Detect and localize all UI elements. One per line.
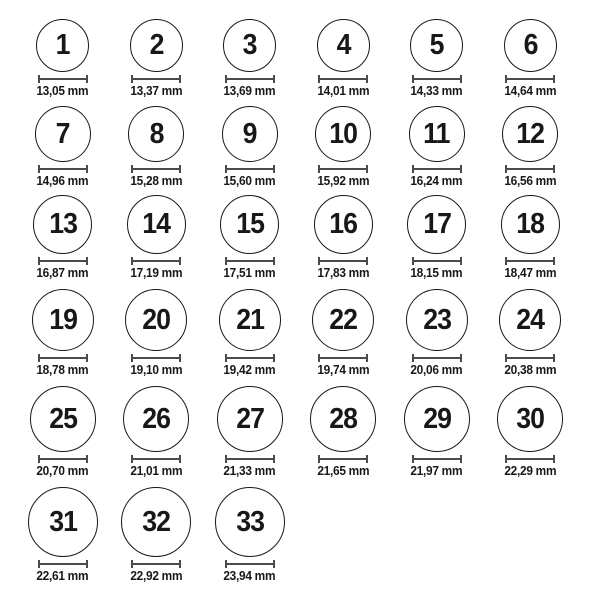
chart-row-1: [16, 19, 577, 98]
diameter-label: 22,92 mm: [130, 569, 183, 583]
ring-size-number: 26: [142, 402, 171, 435]
diameter-label: 13,69 mm: [223, 84, 276, 98]
ring-size-circle: [217, 386, 283, 452]
diameter-label: 19,10 mm: [130, 363, 183, 377]
diameter-measure-icon: [505, 257, 555, 265]
ring-size-circle: [497, 386, 563, 452]
ring-size-circle: [28, 487, 98, 557]
ring-size-item: [310, 386, 376, 478]
ring-size-item: [35, 19, 90, 98]
ring-size-circle: [317, 19, 370, 72]
diameter-measure-icon: [412, 257, 462, 265]
diameter-label: 19,42 mm: [223, 363, 276, 377]
diameter-measure-icon: [505, 354, 555, 362]
diameter-measure-icon: [225, 165, 275, 173]
ring-size-circle: [502, 106, 558, 162]
ring-size-number: 13: [48, 208, 77, 240]
ring-size-number: 21: [235, 303, 264, 336]
diameter-label: 13,37 mm: [130, 84, 183, 98]
diameter-measure-icon: [131, 354, 181, 362]
ring-size-circle: [127, 195, 186, 254]
diameter-label: 18,78 mm: [36, 363, 89, 377]
ring-size-circle: [128, 106, 184, 162]
ring-size-circle: [310, 386, 376, 452]
ring-size-item: [123, 386, 189, 478]
diameter-label: 18,15 mm: [410, 266, 463, 280]
ring-size-circle: [315, 106, 371, 162]
ring-size-circle: [30, 386, 96, 452]
diameter-label: 17,19 mm: [130, 266, 183, 280]
diameter-measure-icon: [38, 165, 88, 173]
diameter-label: 21,01 mm: [130, 464, 183, 478]
ring-size-number: 28: [329, 402, 358, 435]
ring-size-number: 27: [235, 402, 264, 435]
diameter-measure-icon: [412, 165, 462, 173]
diameter-measure-icon: [318, 257, 368, 265]
diameter-measure-icon: [505, 165, 555, 173]
diameter-label: 14,96 mm: [36, 174, 89, 188]
ring-size-circle: [33, 195, 92, 254]
ring-size-circle: [35, 106, 91, 162]
ring-size-item: [35, 106, 91, 188]
ring-size-number: 3: [242, 29, 257, 61]
diameter-measure-icon: [38, 560, 88, 568]
ring-size-circle: [314, 195, 373, 254]
ring-size-item: [30, 386, 96, 478]
ring-size-item: [314, 195, 373, 280]
ring-size-item: [215, 487, 285, 583]
ring-size-number: 10: [329, 117, 358, 150]
ring-size-item: [125, 289, 187, 377]
ring-size-number: 22: [329, 303, 358, 336]
ring-size-item: [127, 195, 186, 280]
ring-size-circle: [220, 195, 279, 254]
diameter-measure-icon: [318, 354, 368, 362]
ring-size-number: 12: [516, 117, 545, 150]
ring-size-number: 8: [149, 117, 164, 150]
ring-size-number: 7: [55, 117, 70, 150]
ring-size-item: [222, 106, 278, 188]
diameter-measure-icon: [412, 354, 462, 362]
ring-size-number: 6: [523, 29, 538, 61]
ring-size-circle: [36, 19, 89, 72]
diameter-measure-icon: [225, 354, 275, 362]
ring-size-circle: [130, 19, 183, 72]
ring-size-number: 33: [235, 505, 264, 538]
ring-size-item: [33, 195, 92, 280]
ring-size-item: [219, 289, 281, 377]
chart-row-5: [16, 386, 577, 478]
diameter-label: 16,24 mm: [410, 174, 463, 188]
diameter-label: 16,56 mm: [504, 174, 557, 188]
ring-size-number: 9: [242, 117, 257, 150]
ring-size-number: 30: [516, 402, 545, 435]
ring-size-number: 31: [48, 505, 77, 538]
ring-size-number: 5: [429, 29, 444, 61]
ring-size-circle: [223, 19, 276, 72]
ring-size-item: [407, 195, 466, 280]
diameter-measure-icon: [318, 75, 368, 83]
ring-size-number: 14: [142, 208, 171, 240]
diameter-label: 16,87 mm: [36, 266, 89, 280]
ring-size-item: [28, 487, 98, 583]
ring-size-number: 24: [516, 303, 545, 336]
ring-size-number: 29: [422, 402, 451, 435]
diameter-label: 14,64 mm: [504, 84, 557, 98]
ring-size-circle: [123, 386, 189, 452]
diameter-measure-icon: [38, 75, 88, 83]
diameter-label: 20,06 mm: [410, 363, 463, 377]
ring-size-item: [129, 19, 184, 98]
chart-row-3: [16, 195, 577, 280]
diameter-measure-icon: [412, 75, 462, 83]
ring-size-item: [499, 289, 561, 377]
ring-size-item: [409, 106, 465, 188]
chart-row-6: [16, 487, 577, 583]
diameter-label: 22,29 mm: [504, 464, 557, 478]
diameter-measure-icon: [318, 165, 368, 173]
diameter-measure-icon: [38, 455, 88, 463]
ring-size-number: 25: [48, 402, 77, 435]
ring-size-item: [406, 289, 468, 377]
diameter-label: 21,65 mm: [317, 464, 370, 478]
ring-size-circle: [404, 386, 470, 452]
ring-size-circle: [219, 289, 281, 351]
ring-size-item: [121, 487, 191, 583]
diameter-measure-icon: [318, 455, 368, 463]
ring-size-number: 2: [149, 29, 164, 61]
ring-size-circle: [32, 289, 94, 351]
ring-size-circle: [312, 289, 374, 351]
diameter-label: 17,51 mm: [223, 266, 276, 280]
diameter-label: 14,01 mm: [317, 84, 370, 98]
diameter-label: 15,92 mm: [317, 174, 370, 188]
ring-size-item: [217, 386, 283, 478]
diameter-measure-icon: [225, 75, 275, 83]
ring-size-circle: [504, 19, 557, 72]
diameter-measure-icon: [225, 455, 275, 463]
ring-size-circle: [501, 195, 560, 254]
ring-size-item: [32, 289, 94, 377]
ring-size-number: 11: [423, 117, 450, 150]
ring-size-circle: [121, 487, 191, 557]
ring-size-item: [404, 386, 470, 478]
ring-size-item: [220, 195, 279, 280]
diameter-measure-icon: [38, 354, 88, 362]
ring-size-item: [501, 195, 560, 280]
diameter-measure-icon: [225, 560, 275, 568]
ring-size-circle: [409, 106, 465, 162]
ring-size-circle: [215, 487, 285, 557]
ring-size-number: 23: [422, 303, 451, 336]
diameter-measure-icon: [412, 455, 462, 463]
diameter-measure-icon: [38, 257, 88, 265]
ring-size-number: 1: [55, 29, 70, 61]
diameter-measure-icon: [131, 257, 181, 265]
diameter-measure-icon: [505, 455, 555, 463]
diameter-measure-icon: [131, 75, 181, 83]
ring-size-item: [128, 106, 184, 188]
ring-size-item: [502, 106, 558, 188]
diameter-label: 23,94 mm: [223, 569, 276, 583]
diameter-label: 20,38 mm: [504, 363, 557, 377]
diameter-measure-icon: [131, 165, 181, 173]
ring-size-item: [222, 19, 277, 98]
ring-size-circle: [499, 289, 561, 351]
ring-size-item: [315, 106, 371, 188]
ring-size-circle: [407, 195, 466, 254]
ring-size-item: [503, 19, 558, 98]
diameter-label: 22,61 mm: [36, 569, 89, 583]
ring-size-number: 15: [235, 208, 264, 240]
ring-size-number: 19: [48, 303, 77, 336]
ring-size-circle: [406, 289, 468, 351]
diameter-label: 18,47 mm: [504, 266, 557, 280]
diameter-label: 19,74 mm: [317, 363, 370, 377]
ring-size-item: [312, 289, 374, 377]
ring-size-number: 20: [142, 303, 171, 336]
ring-size-number: 18: [516, 208, 545, 240]
diameter-measure-icon: [131, 560, 181, 568]
diameter-label: 15,28 mm: [130, 174, 183, 188]
ring-size-number: 16: [329, 208, 358, 240]
diameter-measure-icon: [225, 257, 275, 265]
diameter-label: 21,33 mm: [223, 464, 276, 478]
chart-row-2: [16, 106, 577, 188]
diameter-measure-icon: [505, 75, 555, 83]
ring-size-item: [409, 19, 464, 98]
ring-size-item: [497, 386, 563, 478]
diameter-label: 21,97 mm: [410, 464, 463, 478]
diameter-measure-icon: [131, 455, 181, 463]
ring-size-circle: [410, 19, 463, 72]
diameter-label: 20,70 mm: [36, 464, 89, 478]
diameter-label: 17,83 mm: [317, 266, 370, 280]
diameter-label: 14,33 mm: [410, 84, 463, 98]
ring-size-number: 17: [422, 208, 451, 240]
ring-size-circle: [222, 106, 278, 162]
ring-size-item: [316, 19, 371, 98]
chart-row-4: [16, 289, 577, 377]
diameter-label: 13,05 mm: [36, 84, 89, 98]
ring-size-number: 32: [142, 505, 171, 538]
diameter-label: 15,60 mm: [223, 174, 276, 188]
ring-size-number: 4: [336, 29, 351, 61]
ring-size-circle: [125, 289, 187, 351]
